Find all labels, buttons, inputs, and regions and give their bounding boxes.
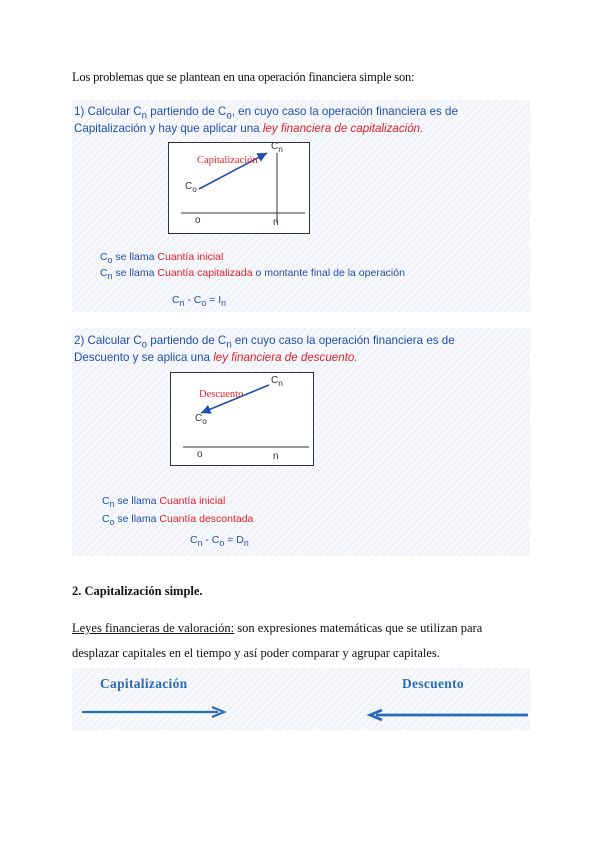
descuento-label: Descuento (199, 389, 244, 400)
axis-o-label: o (195, 215, 201, 226)
panel1-line1: 1) Calcular $C_n$ partiendo de $C_o$, en cuyo caso la operación financiera es de (74, 105, 458, 122)
panel2-def2: $C_o$ se llama Cuantía descontada (102, 513, 254, 528)
discount-panel (72, 328, 530, 556)
discount-diagram (170, 372, 314, 466)
band-capitalizacion-label: Capitalización (100, 676, 188, 691)
definition-body: son expresiones matemáticas que se utilizan para desplazar capitales en el tiempo y así poder comparar y agrupar capitales. (72, 621, 483, 660)
capitalization-panel (72, 100, 530, 312)
panel1-line2: Capitalización y hay que aplicar una ley financiera de capitalización. (74, 122, 424, 135)
discount-diagram-svg (171, 373, 313, 465)
direction-band (72, 668, 530, 730)
panel1-def2: $C_n$ se llama Cuantía capitalizada o montante final de la operación (100, 267, 405, 282)
band-arrows-svg (72, 668, 530, 730)
c0-label: $C_o$ (185, 181, 197, 194)
section-heading: 2. Capitalización simple. (72, 584, 203, 598)
axis-n-label: n (273, 217, 279, 228)
panel1-def1: $C_o$ se llama Cuantía inicial (100, 251, 224, 266)
panel1-formula: $C_n - C_o = I_n$ (172, 294, 227, 309)
cn-label: $C_n$ (271, 141, 283, 154)
capitalizacion-label: Capitalización (197, 155, 258, 166)
c0-label-2: $C_o$ (195, 413, 207, 426)
panel2-def1: $C_n$ se llama Cuantía inicial (102, 495, 226, 510)
panel2-formula: $C_n - C_o = D_n$ (190, 534, 249, 549)
definition-term: Leyes financieras de valoración: (72, 621, 235, 635)
axis-n-label-2: n (273, 451, 279, 462)
capitalization-diagram (168, 142, 310, 234)
cn-label-2: $C_n$ (271, 375, 283, 388)
panel2-line2: Descuento y se aplica una ley financiera de descuento. (74, 351, 358, 364)
axis-o-label-2: o (197, 449, 203, 460)
definition-paragraph (72, 616, 532, 666)
band-descuento-label: Descuento (402, 676, 464, 691)
panel2-line1: 2) Calcular $C_o$ partiendo de $C_n$ en cuyo caso la operación financiera es de (74, 334, 455, 351)
intro-text: Los problemas que se plantean en una operación financiera simple son: (72, 70, 415, 84)
